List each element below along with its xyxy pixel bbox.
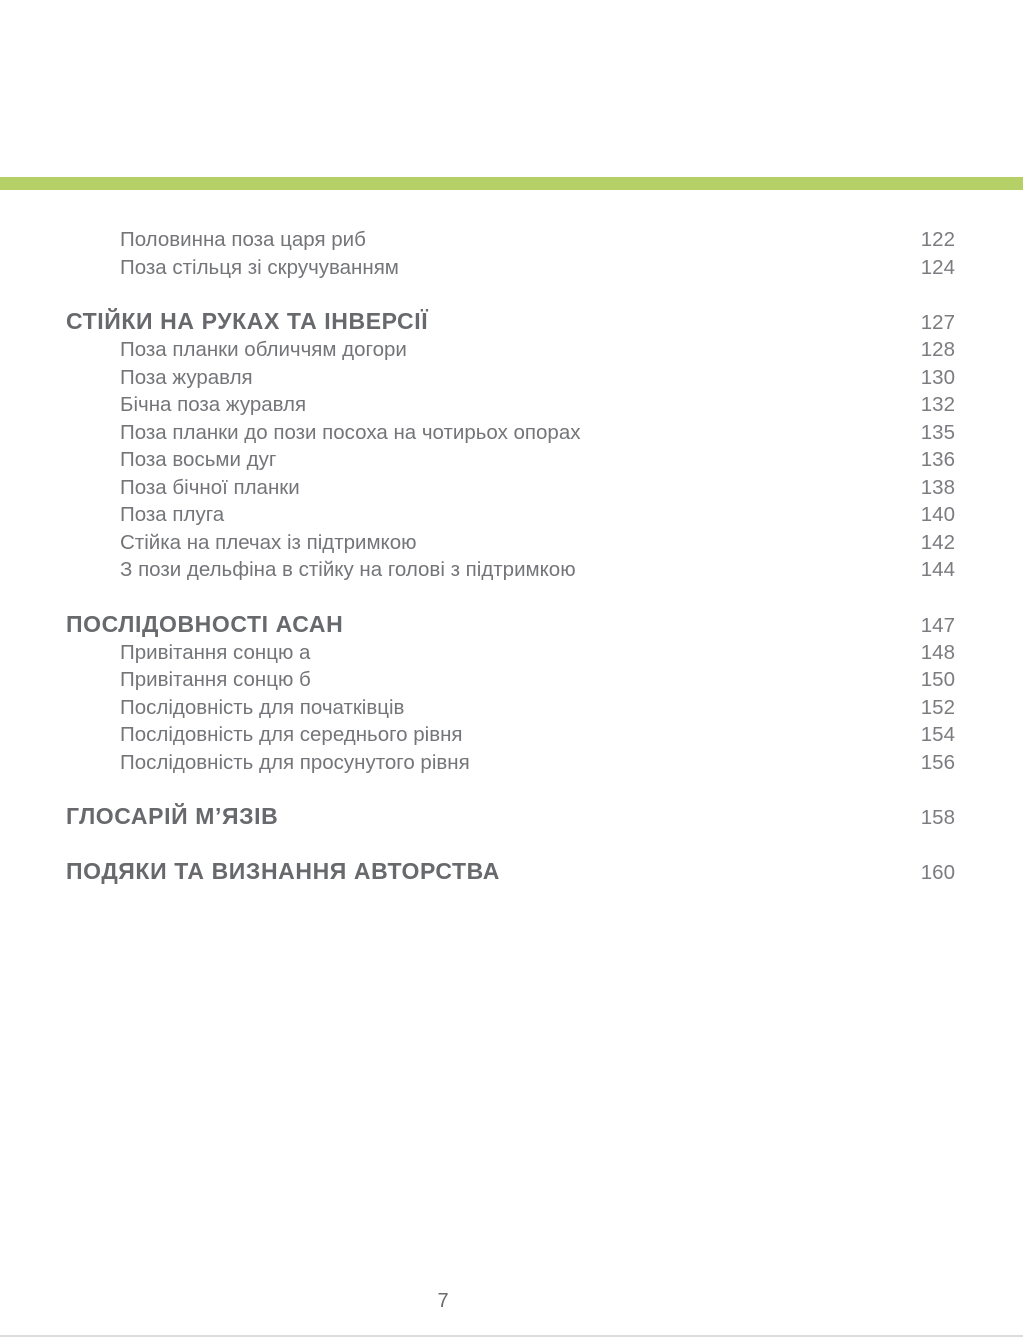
toc-entry-label: Поза планки до пози посоха на чотирьох опорах — [120, 420, 581, 444]
toc-entry-label: Привітання сонцю а — [120, 640, 311, 664]
toc-section — [66, 856, 955, 886]
toc-item-row — [66, 556, 955, 584]
toc-section — [66, 306, 955, 584]
toc-entry-page: 140 — [920, 503, 955, 526]
toc-entry-page: 154 — [920, 723, 955, 746]
toc-entry-label: З пози дельфіна в стійку на голові з підтримкою — [120, 558, 576, 581]
toc-item-row — [66, 336, 955, 364]
footer-page-number: 7 — [437, 1290, 449, 1312]
toc-section — [66, 609, 955, 777]
toc-entry-page: 152 — [920, 695, 955, 719]
toc-section-heading-row — [66, 856, 955, 886]
toc-section-heading-page: 158 — [920, 806, 955, 829]
toc-entry-label: Поза планки обличчям догори — [120, 338, 407, 361]
toc-entry-label: Половинна поза царя риб — [120, 228, 366, 251]
toc-item-row — [66, 501, 955, 529]
toc-item-row — [66, 694, 955, 722]
toc-section-heading-page: 127 — [920, 311, 955, 334]
toc-entry-page: 132 — [920, 393, 955, 416]
toc-entry-label: Послідовність для початківців — [120, 695, 405, 719]
toc-section — [66, 801, 955, 831]
toc-item-row — [66, 639, 955, 667]
toc-section-heading-label: ПОДЯКИ ТА ВИЗНАННЯ АВТОРСТВА — [66, 858, 500, 884]
toc-item-row — [66, 721, 955, 749]
toc-section-heading-label: ГЛОСАРІЙ М’ЯЗІВ — [66, 803, 279, 829]
toc-section-heading-row — [66, 609, 955, 639]
toc-item-row — [66, 419, 955, 447]
toc-section-heading-label: СТІЙКИ НА РУКАХ ТА ІНВЕРСІЇ — [66, 308, 429, 334]
toc-entry-page: 136 — [920, 448, 955, 471]
toc-section — [66, 226, 955, 281]
toc-entry-label: Поза стільця зі скручуванням — [120, 255, 399, 279]
toc-item-row — [66, 666, 955, 694]
toc-entry-label: Поза плуга — [120, 503, 225, 526]
toc-entry-label: Послідовність для просунутого рівня — [120, 750, 470, 774]
toc-entry-page: 148 — [920, 640, 955, 664]
toc-section-heading-page: 147 — [920, 613, 955, 637]
toc-item-row — [66, 474, 955, 502]
toc-entry-label: Поза журавля — [120, 365, 253, 389]
toc-entry-page: 128 — [920, 338, 955, 361]
toc-item-row — [66, 391, 955, 419]
toc-entry-page: 144 — [920, 558, 955, 581]
toc-section-heading-label: ПОСЛІДОВНОСТІ АСАН — [66, 610, 344, 637]
toc-entry-label: Привітання сонцю б — [120, 668, 311, 691]
table-of-contents — [66, 226, 955, 886]
toc-section-heading-page: 160 — [920, 861, 955, 884]
accent-divider-bar — [0, 177, 1023, 190]
toc-item-row — [66, 254, 955, 282]
toc-entry-label: Стійка на плечах із підтримкою — [120, 530, 417, 554]
toc-item-row — [66, 529, 955, 557]
toc-entry-label: Послідовність для середнього рівня — [120, 723, 463, 746]
toc-entry-page: 142 — [920, 530, 955, 554]
toc-entry-page: 130 — [920, 365, 955, 389]
toc-section-heading-row — [66, 306, 955, 336]
toc-section-heading-row — [66, 801, 955, 831]
toc-entry-page: 122 — [920, 228, 955, 251]
toc-entry-page: 124 — [920, 255, 955, 279]
toc-item-row — [66, 226, 955, 254]
toc-entry-page: 138 — [920, 475, 955, 499]
toc-entry-label: Поза бічної планки — [120, 475, 300, 499]
toc-item-row — [66, 364, 955, 392]
toc-item-row — [66, 749, 955, 777]
toc-entry-page: 150 — [920, 668, 955, 691]
toc-entry-label: Поза восьми дуг — [120, 448, 277, 471]
toc-item-row — [66, 446, 955, 474]
toc-entry-label: Бічна поза журавля — [120, 393, 307, 416]
toc-entry-page: 135 — [920, 420, 955, 444]
toc-entry-page: 156 — [920, 750, 955, 774]
